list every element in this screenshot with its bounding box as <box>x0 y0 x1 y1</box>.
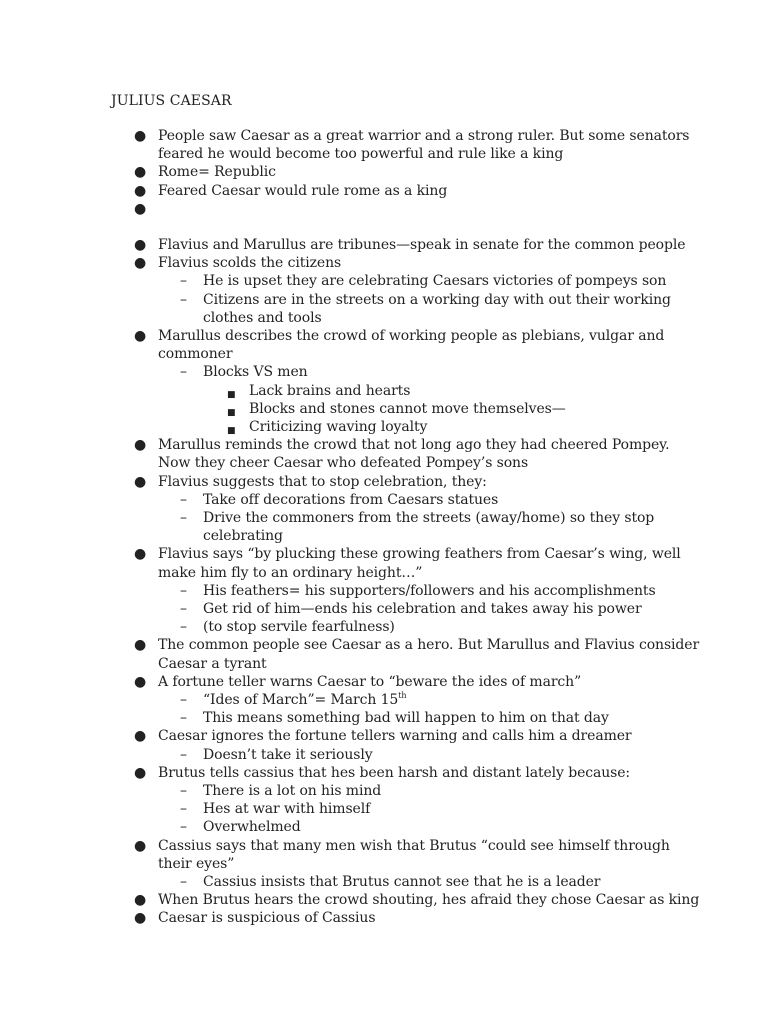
list-item-text: Now they cheer Caesar who defeated Pompey’s sons <box>158 455 529 472</box>
list-item-line <box>203 600 642 618</box>
list-item-text: clothes and tools <box>203 309 322 326</box>
list-item-text: Flavius says “by plucking these growing feathers from Caesar’s wing, well <box>158 546 681 563</box>
bullet-marker-level1: ● <box>134 182 147 199</box>
list-item-text: Caesar is suspicious of Cassius <box>158 910 376 927</box>
bullet-marker-level1: ● <box>134 328 147 344</box>
list-item-text: Take off decorations from Caesars statues <box>203 491 499 508</box>
bullet-marker-level2: – <box>180 491 187 508</box>
list-item-text: He is upset they are celebrating Caesars victories of pompeys son <box>203 273 667 290</box>
list-item-line <box>203 818 301 836</box>
bullet-marker-level2: – <box>180 619 187 636</box>
bullet-marker-level2: – <box>180 291 187 308</box>
bullet-marker-level1: ● <box>134 837 147 854</box>
list-item-line <box>158 891 699 909</box>
list-item-line <box>158 655 267 673</box>
list-item-line <box>203 291 671 309</box>
bullet-marker-level2: – <box>180 273 187 290</box>
bullet-marker-level3: ■ <box>227 389 236 400</box>
list-item-text: Citizens are in the streets on a working day with out their working <box>203 291 671 308</box>
list-item-text: Get rid of him—ends his celebration and takes away his power <box>203 601 642 617</box>
list-item-text: celebrating <box>203 528 283 545</box>
list-item-line <box>203 691 406 709</box>
list-item-line <box>158 127 689 145</box>
list-item-text: make him fly to an ordinary height…” <box>158 564 423 581</box>
list-item-line <box>158 837 670 855</box>
list-item-text: Criticizing waving loyalty <box>249 419 428 435</box>
bullet-marker-level2: – <box>180 874 187 890</box>
bullet-marker-level1: ● <box>134 437 147 454</box>
list-item-text: Lack brains and hearts <box>249 382 411 399</box>
list-item-line <box>203 873 600 891</box>
bullet-marker-level1: ● <box>134 200 147 217</box>
list-item-text: When Brutus hears the crowd shouting, hes afraid they chose Caesar as king <box>158 892 700 909</box>
list-item-text: Blocks and stones cannot move themselves— <box>249 400 566 417</box>
list-item-text: their eyes” <box>158 855 235 872</box>
list-item-line <box>158 454 528 472</box>
list-item-line <box>203 618 395 636</box>
bullet-marker-level2: – <box>180 692 187 708</box>
list-item-line <box>203 491 498 509</box>
bullet-marker-level2: – <box>180 746 187 763</box>
list-item-line <box>203 363 308 381</box>
list-item-line <box>158 254 341 272</box>
list-item-line <box>203 527 283 545</box>
document-title: JULIUS CAESAR <box>111 93 232 109</box>
list-item-text: Drive the commoners from the streets (away/home) so they stop <box>203 510 655 526</box>
list-item-line <box>158 345 232 363</box>
bullet-marker-level3: ■ <box>227 426 236 436</box>
list-item-text: Cassius insists that Brutus cannot see that he is a leader <box>203 874 601 890</box>
list-item-text: Flavius suggests that to stop celebration, they: <box>158 473 487 490</box>
bullet-marker-level1: ● <box>134 728 147 745</box>
bullet-marker-level1: ● <box>134 255 147 272</box>
list-item-line <box>203 782 381 800</box>
list-item-line <box>203 272 666 290</box>
list-item-text: A fortune teller warns Caesar to “beware the ides of march” <box>158 673 582 690</box>
list-item-line <box>203 509 654 527</box>
list-item-text: People saw Caesar as a great warrior and a strong ruler. But some senators <box>158 128 690 144</box>
bullet-marker-level2: – <box>180 510 187 526</box>
list-item-line <box>158 909 375 927</box>
list-item-text: Hes at war with himself <box>203 801 371 818</box>
list-item-line <box>158 636 699 654</box>
list-item-line <box>158 764 630 782</box>
list-item-text: feared he would become too powerful and rule like a king <box>158 146 564 163</box>
list-item-text: The common people see Caesar as a hero. But Marullus and Flavius consider <box>158 637 700 654</box>
list-item-text: His feathers= his supporters/followers and his accomplishments <box>203 582 656 599</box>
bullet-marker-level1: ● <box>134 764 147 781</box>
list-item-text: Rome= Republic <box>158 164 276 181</box>
list-item-text: commoner <box>158 346 233 363</box>
list-item-text: “Ides of March”= March 15 <box>203 692 399 708</box>
bullet-marker-level1: ● <box>134 673 147 690</box>
list-item-text: Blocks VS men <box>203 364 308 381</box>
list-item-text: Feared Caesar would rule rome as a king <box>158 182 448 199</box>
list-item-line <box>249 400 566 418</box>
list-item-line <box>158 236 685 254</box>
list-item-text: This means something bad will happen to him on that day <box>203 710 609 727</box>
bullet-marker-level2: – <box>180 582 187 599</box>
list-item-text: Caesar a tyrant <box>158 655 267 672</box>
list-item-line <box>203 800 370 818</box>
list-item-line <box>158 855 234 873</box>
bullet-marker-level2: – <box>180 364 187 381</box>
bullet-marker-level1: ● <box>134 637 147 654</box>
list-item-text: Cassius says that many men wish that Brutus “could see himself through <box>158 837 670 854</box>
list-item-line <box>249 382 410 400</box>
list-item-line <box>203 309 322 327</box>
bullet-marker-level2: – <box>180 601 187 617</box>
list-item-text: Flavius and Marullus are tribunes—speak in senate for the common people <box>158 237 686 253</box>
list-item-text: There is a lot on his mind <box>203 783 382 799</box>
bullet-marker-level2: – <box>180 783 187 799</box>
list-item-line <box>158 545 681 563</box>
list-item-line <box>158 673 581 691</box>
list-item-line <box>203 709 609 727</box>
list-item-text: Flavius scolds the citizens <box>158 255 342 272</box>
list-item-line <box>158 436 669 454</box>
list-item-line <box>158 327 664 345</box>
list-item-text: Overwhelmed <box>203 819 301 836</box>
bullet-marker-level1: ● <box>134 128 147 144</box>
bullet-marker-level3: ■ <box>227 407 236 418</box>
list-item-line <box>158 163 276 181</box>
list-item-text: Caesar ignores the fortune tellers warning and calls him a dreamer <box>158 728 632 745</box>
list-item-line <box>158 182 447 200</box>
bullet-marker-level1: ● <box>134 473 147 490</box>
bullet-marker-level2: – <box>180 710 187 727</box>
list-item-text: Marullus describes the crowd of working people as plebians, vulgar and <box>158 328 665 344</box>
list-item-text: Doesn’t take it seriously <box>203 746 373 763</box>
bullet-marker-level1: ● <box>134 164 147 181</box>
list-item-line <box>158 727 632 745</box>
list-item-line <box>249 418 427 436</box>
list-item-text: Marullus reminds the crowd that not long ago they had cheered Pompey. <box>158 437 670 454</box>
list-item-line <box>158 145 563 163</box>
bullet-marker-level2: – <box>180 801 187 818</box>
bullet-marker-level1: ● <box>134 237 147 253</box>
superscript: th <box>398 691 407 700</box>
bullet-marker-level1: ● <box>134 546 147 563</box>
list-item-line <box>203 582 656 600</box>
list-item-line <box>158 564 422 582</box>
list-item-line <box>158 473 487 491</box>
list-item-text: Brutus tells cassius that hes been harsh and distant lately because: <box>158 764 631 781</box>
list-item-line <box>203 746 373 764</box>
bullet-marker-level2: – <box>180 819 187 836</box>
bullet-marker-level1: ● <box>134 910 147 927</box>
bullet-marker-level1: ● <box>134 892 147 909</box>
list-item-text: (to stop servile fearfulness) <box>203 619 395 636</box>
